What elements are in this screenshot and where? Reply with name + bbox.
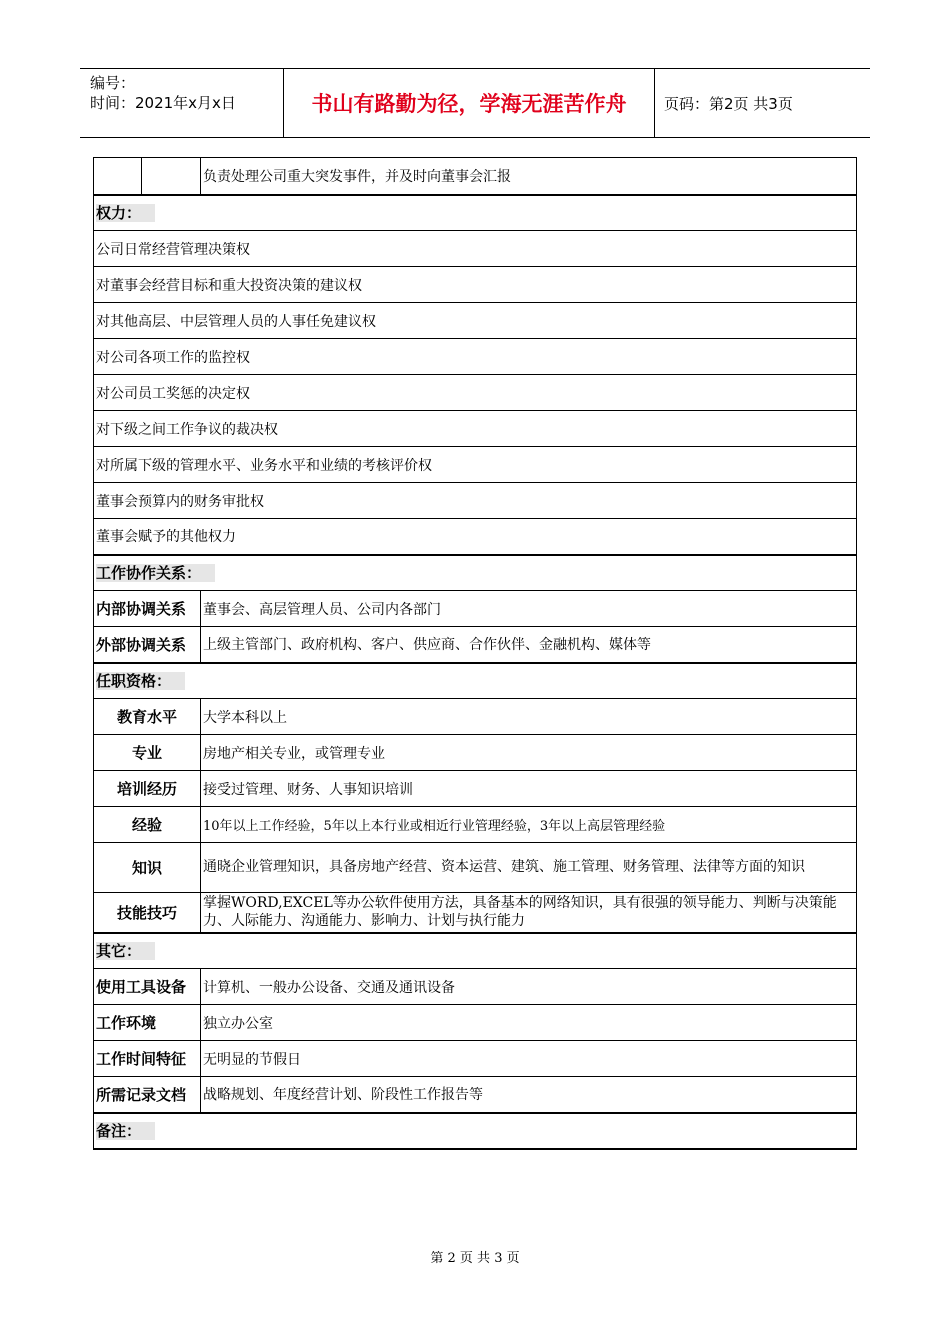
power-item: 对公司各项工作的监控权 <box>94 339 857 375</box>
others-section-title: 其它： <box>94 933 857 969</box>
powers-section-row <box>94 195 857 231</box>
qualification-value: 房地产相关专业，或管理专业 <box>201 735 857 771</box>
other-value: 独立办公室 <box>201 1005 857 1041</box>
others-section-row <box>94 933 857 969</box>
qualifications-section-row <box>94 663 857 699</box>
other-row <box>94 1041 857 1077</box>
power-item: 董事会预算内的财务审批权 <box>94 483 857 519</box>
qualification-label: 技能技巧 <box>94 893 201 933</box>
duty-row <box>94 158 857 195</box>
cooperation-section-title: 工作协作关系： <box>94 555 857 591</box>
duty-text: 负责处理公司重大突发事件，并及时向董事会汇报 <box>201 158 857 195</box>
qualification-label: 教育水平 <box>94 699 201 735</box>
power-row <box>94 375 857 411</box>
qualification-row <box>94 699 857 735</box>
power-item: 对董事会经营目标和重大投资决策的建议权 <box>94 267 857 303</box>
document-date-label: 时间：2021年x月x日 <box>90 94 236 112</box>
job-description-table <box>93 157 857 1150</box>
header-meta <box>90 73 236 113</box>
qualification-row <box>94 843 857 893</box>
other-value: 无明显的节假日 <box>201 1041 857 1077</box>
qualifications-section-title: 任职资格： <box>94 663 857 699</box>
cooperation-section-row <box>94 555 857 591</box>
header-motto: 书山有路勤为径，学海无涯苦作舟 <box>283 69 655 137</box>
other-value: 战略规划、年度经营计划、阶段性工作报告等 <box>201 1077 857 1113</box>
cooperation-label: 外部协调关系 <box>94 627 201 663</box>
page-header <box>80 68 870 138</box>
empty-cell <box>94 158 142 195</box>
power-row <box>94 267 857 303</box>
qualification-value: 大学本科以上 <box>201 699 857 735</box>
document-number-label: 编号： <box>90 74 136 92</box>
power-row <box>94 483 857 519</box>
other-row <box>94 1077 857 1113</box>
power-item: 对下级之间工作争议的裁决权 <box>94 411 857 447</box>
powers-section-title: 权力： <box>94 195 857 231</box>
qualification-row <box>94 893 857 933</box>
qualification-row <box>94 771 857 807</box>
power-row <box>94 519 857 555</box>
remarks-section-title: 备注： <box>94 1113 857 1149</box>
qualification-label: 经验 <box>94 807 201 843</box>
qualification-value: 接受过管理、财务、人事知识培训 <box>201 771 857 807</box>
qualification-value: 掌握WORD,EXCEL等办公软件使用方法，具备基本的网络知识，具有很强的领导能力、判断与决策能力、人际能力、沟通能力、影响力、计划与执行能力 <box>201 893 857 933</box>
qualification-row <box>94 735 857 771</box>
power-row <box>94 447 857 483</box>
other-value: 计算机、一般办公设备、交通及通讯设备 <box>201 969 857 1005</box>
other-label: 所需记录文档 <box>94 1077 201 1113</box>
cooperation-value: 上级主管部门、政府机构、客户、供应商、合作伙伴、金融机构、媒体等 <box>201 627 857 663</box>
other-label: 工作环境 <box>94 1005 201 1041</box>
power-row <box>94 231 857 267</box>
power-row <box>94 303 857 339</box>
power-item: 公司日常经营管理决策权 <box>94 231 857 267</box>
qualification-row <box>94 807 857 843</box>
remarks-section-row <box>94 1113 857 1149</box>
page-footer: 第 2 页 共 3 页 <box>430 1251 520 1266</box>
qualification-label: 知识 <box>94 843 201 893</box>
power-item: 董事会赋予的其他权力 <box>94 519 857 555</box>
empty-cell <box>142 158 201 195</box>
cooperation-value: 董事会、高层管理人员、公司内各部门 <box>201 591 857 627</box>
qualification-value: 10年以上工作经验，5年以上本行业或相近行业管理经验，3年以上高层管理经验 <box>201 807 857 843</box>
qualification-value: 通晓企业管理知识，具备房地产经营、资本运营、建筑、施工管理、财务管理、法律等方面的知识 <box>201 843 857 893</box>
other-label: 工作时间特征 <box>94 1041 201 1077</box>
power-item: 对公司员工奖惩的决定权 <box>94 375 857 411</box>
header-page-label: 页码：第2页 共3页 <box>664 95 793 113</box>
cooperation-row <box>94 591 857 627</box>
qualification-label: 培训经历 <box>94 771 201 807</box>
power-item: 对其他高层、中层管理人员的人事任免建议权 <box>94 303 857 339</box>
cooperation-row <box>94 627 857 663</box>
other-row <box>94 1005 857 1041</box>
qualification-label: 专业 <box>94 735 201 771</box>
other-row <box>94 969 857 1005</box>
other-label: 使用工具设备 <box>94 969 201 1005</box>
power-row <box>94 339 857 375</box>
power-row <box>94 411 857 447</box>
cooperation-label: 内部协调关系 <box>94 591 201 627</box>
power-item: 对所属下级的管理水平、业务水平和业绩的考核评价权 <box>94 447 857 483</box>
